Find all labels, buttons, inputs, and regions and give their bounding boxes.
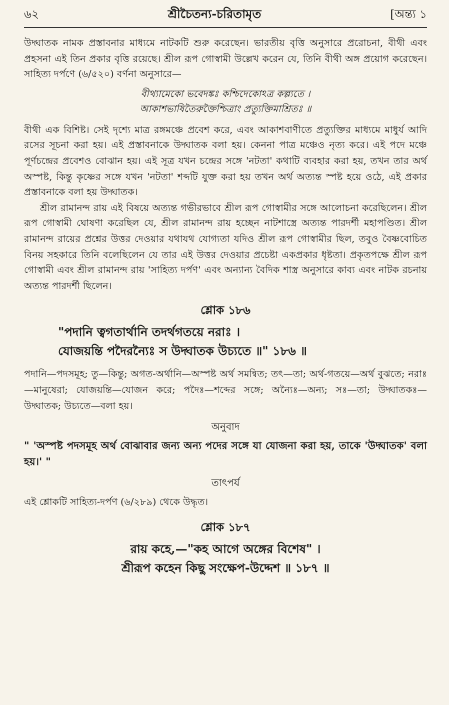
purport-text: এই শ্লোকটি সাহিত্য-দর্পণ (৬/২৮৯) থেকে উদ্ধৃত। xyxy=(24,497,209,509)
word-for-word: পদানি—পদসমূহ; তু—কিন্তু; অগত-অর্থানি—অস্পষ্ট অর্থ সমন্বিত; তৎ—তা; অর্থ-গতয়ে—অর্থ বুঝতে; নরাঃ—মানুষেরা; যোজয়ন্তি—যোজন করে; পদৈঃ—শব্দের সঙ্গে; অন্যৈঃ—অন্য; সঃ—তা; উদ্ঘাতকঃ—উদ্ঘাতক; উচ্যতে—বলা হয়। xyxy=(24,369,427,412)
header-rule xyxy=(24,27,427,28)
page-number: ৬২ xyxy=(24,7,39,21)
quote-line: আকাশভাষিতৈরুক্তৈশ্চিত্রাং প্রত্যুক্তিমাশ্রিতঃ ॥ xyxy=(139,103,312,115)
verse-line: শ্রীরূপ কহেন কিছু সংক্ষেপ-উদ্দেশ ॥ ১৮৭ ॥ xyxy=(121,560,330,575)
sanskrit-quote xyxy=(24,87,427,117)
quote-line: বীথ্যামেকো ভবেদঙ্কঃ কশ্চিদেকোঽত্র কল্প্যতে । xyxy=(140,88,311,100)
verse-line: যোজয়ন্তি পদৈরন্যৈঃ স উদ্ঘাতক উচ্যতে ॥" ১৮৬ ॥ xyxy=(58,344,307,359)
purport-heading: তাৎপর্য xyxy=(211,478,240,490)
verse-line: রায় কহে,—"কহ আগে অঙ্গের বিশেষ" । xyxy=(130,541,321,556)
purport-paragraph: শ্রীল রামানন্দ রায় এই বিষয়ে অত্যন্ত গভীরভাবে শ্রীল রূপ গোস্বামীর সঙ্গে আলোচনা করেছিলেন। শ্রীল রূপ গোস্বামী ঘোষণা করেছিল যে, শ্রীল রামানন্দ রায় হচ্ছেন নাটশাস্ত্রে অত্যন্ত পারদর্শী মহাপণ্ডিত। শ্রীল রামানন্দ রায়ের প্রশ্নের উত্তর দেওয়ার যথাযথ যোগ্যতা যদিও শ্রীল রূপ গোস্বামীর ছিল, তবুও বৈষ্ণবোচিত বিনয় সহকারে তিনি বলেছিলেন যে তার এই উত্তর দেওয়ার প্রচেষ্টা একপ্রকার ধৃষ্টতা। প্রকৃতপক্ষে শ্রীল রূপ গোস্বামী এবং শ্রীল রামানন্দ রায় 'সাহিত্য দর্পণ' এবং অন্যান্য বৈদিক শাস্ত্র অনুসারে কাব্য এবং নাটক রচনায় অত্যন্ত পারদর্শী ছিলেন। xyxy=(24,202,427,292)
translation-text: " 'অস্পষ্ট পদসমূহ অর্থ বোঝাবার জন্য অন্য পদের সঙ্গে যা যোজনা করা হয়, তাকে 'উদ্ঘাতক' বলা হয়।' " xyxy=(24,440,427,468)
verse-heading: শ্লোক ১৮৭ xyxy=(200,519,251,534)
page-header xyxy=(24,6,427,24)
verse-text xyxy=(24,540,427,578)
running-title: শ্রীচৈতন্য-চরিতামৃত xyxy=(167,7,262,21)
translation-heading: অনুবাদ xyxy=(211,422,240,434)
verse-heading: শ্লোক ১৮৬ xyxy=(200,303,251,318)
section-label: [অন্ত্য ১ xyxy=(390,7,427,21)
verse-text xyxy=(24,323,427,361)
verse-line: "পদানি ত্বগতার্থানি তদর্থগতয়ে নরাঃ । xyxy=(58,325,240,340)
purport-paragraph: উদ্ঘাতক নামক প্রস্তাবনার মাধ্যমে নাটকটি শুরু করেছেন। ভারতীয় বৃত্তি অনুসারে প্ররোচনা, বীথী এবং প্রহসনা এই তিন প্রকার বৃত্তি রয়েছে। শ্রীল রূপ গোস্বামী উল্লেখ করেন যে, তিনি বীথী অঙ্গ প্রয়োগ করেছেন। সাহিত্য দর্পণে (৬/৫২০) বর্ণনা অনুসারে— xyxy=(24,38,427,81)
purport-paragraph: বীথী এক বিশিষ্ট। সেই দৃশ্যে মাত্র রঙ্গমঞ্চে প্রবেশ করে, এবং আকাশবাণীতে প্রত্যুক্তির মাধ্যমে মাধুর্য আদি রসের সূচনা করা হয়। এই প্রস্তাবনাকে উদ্ঘাতক বলা হয়। কেননা পাত্র মঞ্চেও নৃত্য করে। এই পদে মঞ্চে পূর্ণচন্দ্রের প্রবেশও বোঝান হয়। এই সূত্র যখন চন্দ্রের সঙ্গে 'নটতা' কথাটি ব্যবহার করা হয়, তখন তার অর্থ অস্পষ্ট, কিন্তু কৃষ্ণের সঙ্গে যখন 'নটতা' শব্দটি যুক্ত করা হয় তখন অর্থ অত্যন্ত স্পষ্ট হয়ে ওঠে, এই প্রকার প্রস্তাবনাকে বলা হয় উদ্ঘাতক। xyxy=(24,124,427,199)
